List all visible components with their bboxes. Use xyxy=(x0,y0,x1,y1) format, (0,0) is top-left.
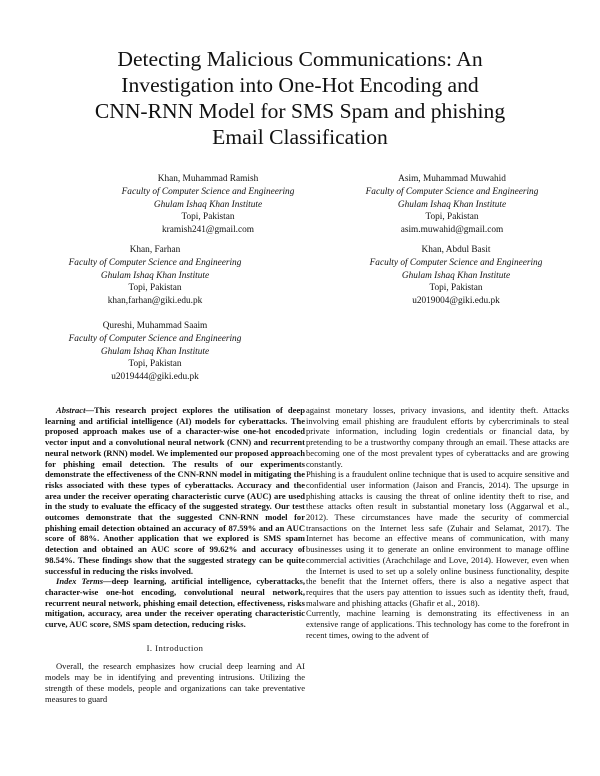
author-institute: Ghulam Ishaq Khan Institute xyxy=(401,270,511,281)
abstract xyxy=(45,405,305,576)
author-location: Topi, Pakistan xyxy=(425,212,479,223)
index-terms-label: Index Terms xyxy=(56,576,104,587)
body-paragraph: Currently, machine learning is demonstrating its effectiveness in an extensive range of applications. This technology has come to the forefront in recent times, owing to the advent of xyxy=(306,608,569,640)
author-affiliation: Faculty of Computer Science and Engineering xyxy=(369,257,543,268)
author-affiliation: Faculty of Computer Science and Engineering xyxy=(121,186,295,197)
author-name: Khan, Abdul Basit xyxy=(421,245,491,255)
index-terms xyxy=(45,576,305,630)
author-location: Topi, Pakistan xyxy=(128,283,182,294)
section-heading: I. Introduction xyxy=(146,642,204,653)
author-name: Asim, Muhammad Muwahid xyxy=(398,174,506,184)
author-location: Topi, Pakistan xyxy=(429,283,483,294)
title-line: Email Classification xyxy=(212,125,388,149)
author-institute: Ghulam Ishaq Khan Institute xyxy=(100,270,210,281)
body-paragraph: Overall, the research emphasizes how crucial deep learning and AI models may be in identifying and preventing intrusions. Utilizing the strength of these models, people and organizations can take preventative measures to guard xyxy=(45,661,305,704)
author-block xyxy=(45,244,265,308)
author-name: Qureshi, Muhammad Saaim xyxy=(102,321,208,331)
author-block xyxy=(45,320,265,384)
author-institute: Ghulam Ishaq Khan Institute xyxy=(397,199,507,210)
author-location: Topi, Pakistan xyxy=(181,212,235,223)
author-name: Khan, Farhan xyxy=(129,245,181,255)
title-line: Investigation into One-Hot Encoding and xyxy=(121,73,479,97)
abstract-label: Abstract— xyxy=(56,405,94,415)
index-terms-text: —deep learning, artificial intelligence, cyberattacks, character-wise one-hot encoding, convolutional neural network, recurrent neural network, phishing email detection, effectiveness, risks mitigation, accuracy, area under the receiver operating characteristic curve, AUC score, SMS spam detection, reducing risks. xyxy=(45,576,305,630)
title-line: CNN-RNN Model for SMS Spam and phishing xyxy=(94,99,506,123)
author-institute: Ghulam Ishaq Khan Institute xyxy=(100,346,210,357)
author-block xyxy=(342,173,562,237)
left-column xyxy=(45,405,305,704)
author-email: khan,farhan@giki.edu.pk xyxy=(107,296,203,307)
title-line: Detecting Malicious Communications: An xyxy=(117,47,483,71)
author-email: asim.muwahid@gmail.com xyxy=(400,225,504,236)
author-name: Khan, Muhammad Ramish xyxy=(157,174,259,184)
author-block xyxy=(346,244,566,308)
author-affiliation: Faculty of Computer Science and Engineering xyxy=(68,257,242,268)
author-institute: Ghulam Ishaq Khan Institute xyxy=(153,199,263,210)
body-paragraph: Phishing is a fraudulent online technique that is used to acquire sensitive and confidential user information (Jaison and Francis, 2014). The upsurge in phishing attacks is causing the threat of online identity theft to rise, and these attacks often result in substantial monetary loss (Aggarwal et al., 2012). These circumstances have made the security of commercial transactions on the Internet less safe (Zuhair and Selamat, 2017). The Internet has become an effective means of communication, with many businesses using it to generate an online environment to manage offline commercial activities (Arachchilage and Love, 2014). However, even when the Internet is used to set up a solely online business functionality, despite the benefit that the Internet offers, there is also a negative aspect that requires that the users pay attention to issues such as identity theft, fraud, malware and phishing attacks (Ghafir et al., 2018). xyxy=(306,469,569,608)
paper-title xyxy=(60,46,540,150)
author-email: kramish241@gmail.com xyxy=(162,225,254,236)
author-location: Topi, Pakistan xyxy=(128,359,182,370)
author-email: u2019004@giki.edu.pk xyxy=(412,296,500,307)
right-column xyxy=(306,405,569,640)
abstract-text: This research project explores the utilisation of deep learning and artificial intelligence (AI) models for cyberattacks. The proposed approach makes use of a character-wise one-hot encoded vector input and a convolutional neural network (CNN) and recurrent neural network (RNN) model. We implemented our proposed approach for phishing email detection. The results of our experiments demonstrate the effectiveness of the CNN-RNN model in mitigating the risks associated with these types of cyberattacks. Accuracy and the area under the receiver operating characteristic curve (AUC) are used in the study to evaluate the efficacy of the suggested strategy. Our test outcomes demonstrate that the suggested CNN-RNN model for phishing email detection obtained an accuracy of 87.59% and an AUC score of 88%. Another application that we explored is SMS spam detection and obtained an AUC score of 99.62% and accuracy of 98.54%. These findings show that the suggested strategy can be quite successful in reducing the risks involved. xyxy=(45,405,305,576)
author-affiliation: Faculty of Computer Science and Engineering xyxy=(365,186,539,197)
body-paragraph: against monetary losses, privacy invasions, and identity theft. Attacks involving email phishing are fraudulent efforts by cybercriminals to steal private information, including login credentials or financial data, by pretending to be a trustworthy company through an email. These attacks are becoming one of the most prevalent types of cyberattacks and are growing constantly. xyxy=(306,405,569,469)
author-block xyxy=(98,173,318,237)
author-affiliation: Faculty of Computer Science and Engineering xyxy=(68,333,242,344)
author-email: u2019444@giki.edu.pk xyxy=(111,372,199,383)
